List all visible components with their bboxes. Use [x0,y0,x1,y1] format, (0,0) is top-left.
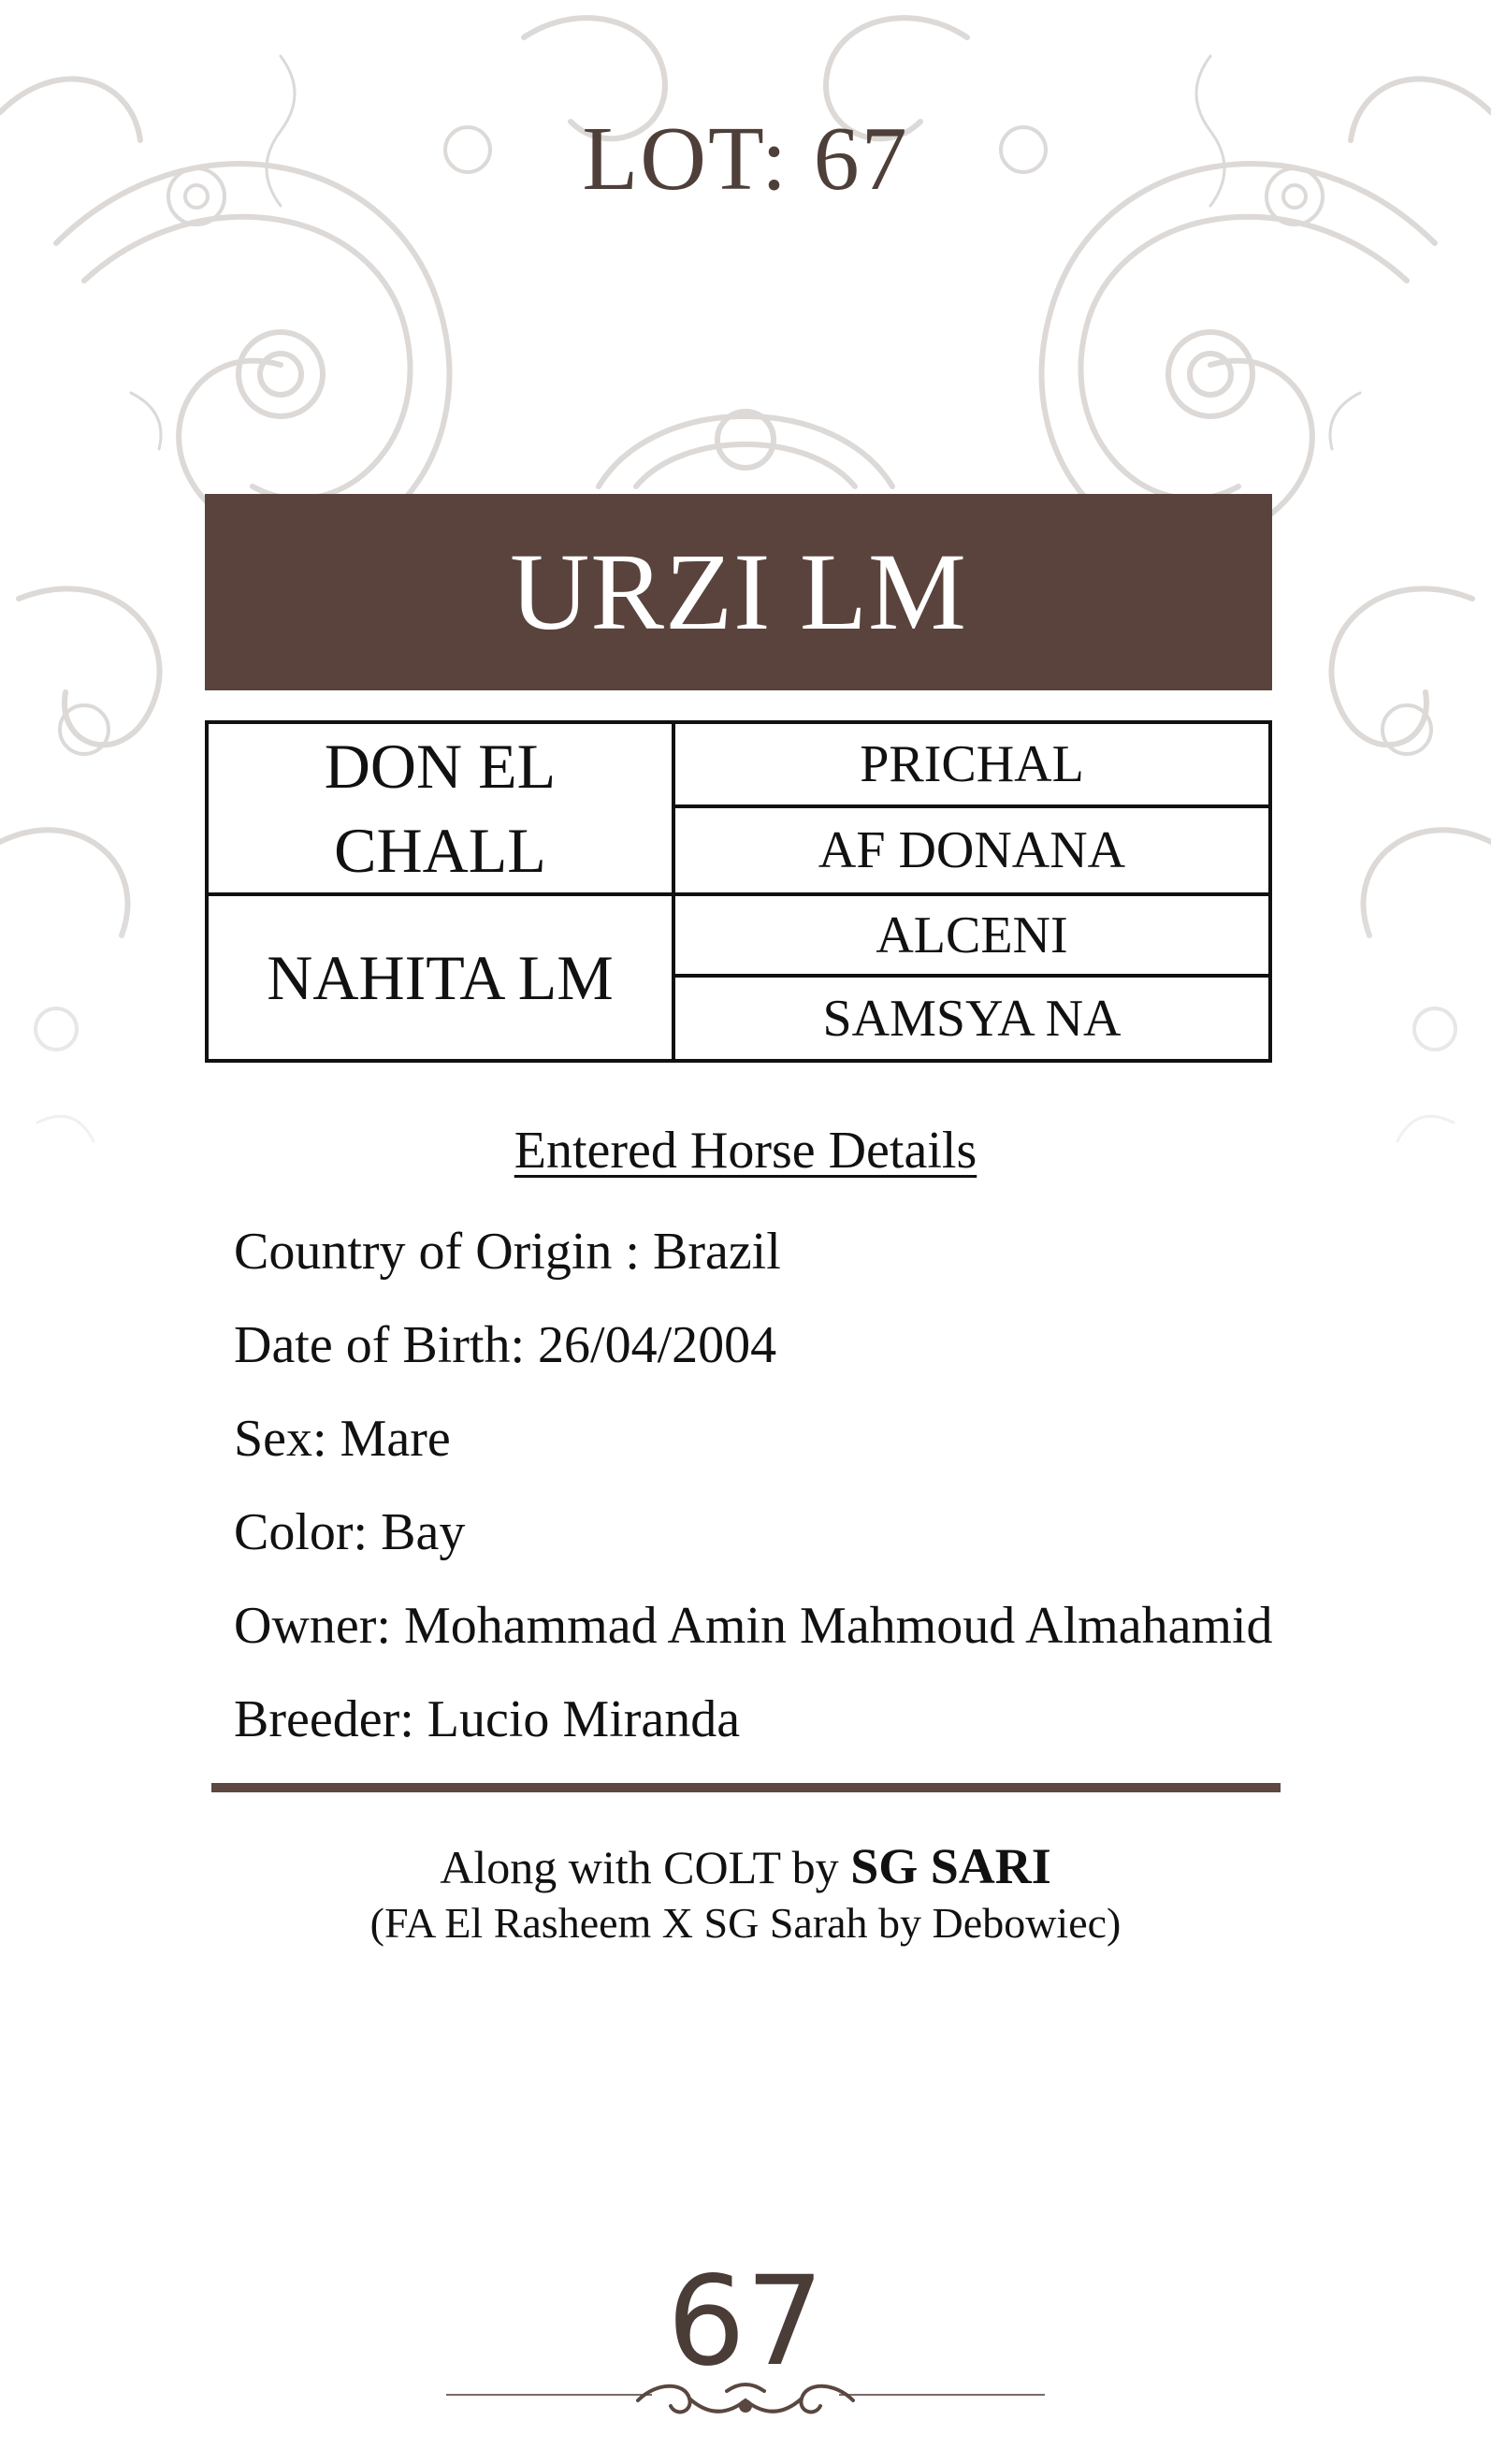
pedigree-dam [209,896,675,1059]
colt-sire: SG SARI [850,1838,1051,1894]
lot-title: LOT: 67 [582,109,909,210]
details-heading: Entered Horse Details [514,1122,977,1180]
dam-name: NAHITA LM [267,942,614,1013]
pedigree-sire [209,724,675,896]
footer-flourish-ornament [446,2378,1045,2434]
details-list [234,1205,1273,1766]
pedigree-dam-sire: ALCENI [675,896,1268,978]
detail-sex: Sex: Mare [234,1410,451,1468]
detail-owner: Owner: Mohammad Amin Mahmoud Almahamid [234,1597,1273,1655]
pedigree-sire-dam: AF DONANA [818,821,1126,879]
detail-date-of-birth: Date of Birth: 26/04/2004 [234,1316,777,1374]
detail-breeder: Breeder: Lucio Miranda [234,1690,741,1748]
colt-prefix: Along with COLT by [440,1841,839,1893]
horse-name: URZI LM [510,530,967,653]
sire-grandparents [675,724,1268,896]
colt-line [0,1835,1491,1898]
pedigree-dam-dam: SAMSYA NA [822,989,1122,1048]
pedigree-table [205,720,1272,1063]
pedigree-sire-sire: PRICHAL [675,724,1268,808]
detail-country: Country of Origin : Brazil [234,1223,781,1281]
horse-name-banner [205,494,1272,690]
dam-grandparents [675,896,1268,1059]
page-number: 67 [667,2250,824,2394]
colt-pedigree: (FA El Rasheem X SG Sarah by Debowiec) [369,1899,1122,1947]
sire-name: DON EL CHALL [324,731,557,886]
detail-color: Color: Bay [234,1503,466,1561]
section-divider [211,1783,1281,1792]
